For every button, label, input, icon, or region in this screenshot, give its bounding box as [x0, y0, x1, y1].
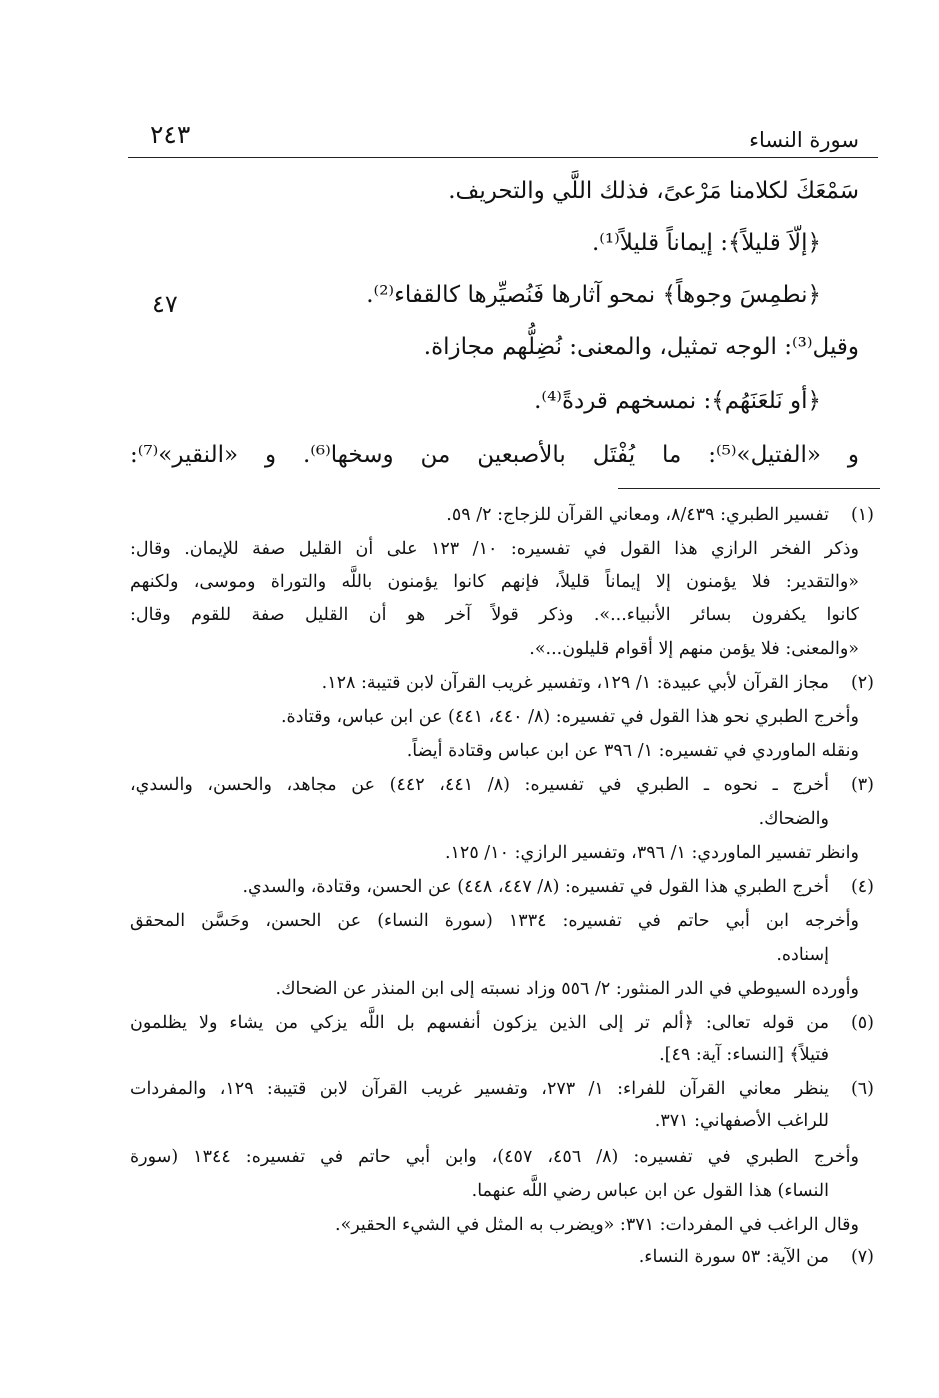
header-rule	[128, 157, 878, 158]
footnote-line: وقال الراغب في المفردات: ٣٧١: «ويضرب به المثل في الشيء الحقير».	[335, 1215, 859, 1235]
footnote-line: من قوله تعالى: ﴿ألم تر إلى الذين يزكون أنفسهم بل اللَّه يزكي من يشاء ولا يظلمون	[130, 1013, 829, 1033]
footnote-line: ينظر معاني القرآن للفراء: ١/ ٢٧٣، وتفسير غريب القرآن لابن قتيبة: ١٢٩، والمفردات	[130, 1079, 829, 1099]
footnote-line: مجاز القرآن لأبي عبيدة: ١/ ١٢٩، وتفسير غريب القرآن لابن قتيبة: ١٢٨.	[321, 673, 829, 693]
footnote-line: «والمعنى: فلا يؤمن منهم إلا أقوام قليلون...».	[529, 639, 859, 659]
footnote-separator	[618, 488, 880, 489]
footnote-line: أخرج الطبري هذا القول في تفسيره: (٨/ ٤٤٧، ٤٤٨) عن الحسن، وقتادة، والسدي.	[242, 877, 829, 897]
footnote-line: وذكر الفخر الرازي هذا القول في تفسيره: ١٠/ ١٢٣ على أن القليل صفة للإيمان. وقال:	[130, 539, 859, 559]
main-line: وقيل⁽³⁾: الوجه تمثيل، والمعنى: نُضِلُّهم مجازاة.	[423, 334, 859, 360]
footnote-number: (٣)	[850, 775, 874, 795]
footnote-line: من الآية: ٥٣ سورة النساء.	[638, 1247, 829, 1267]
main-line: ﴿أو نَلعَنَهُم﴾: نمسخهم قردةً⁽⁴⁾.	[534, 388, 821, 414]
main-line: سَمْعَكَ لكلامنا مَرْعىً، فذلك اللَّي والتحريف.	[448, 178, 859, 204]
footnote-line: للراغب الأصفهاني: ٣٧١.	[654, 1111, 829, 1131]
footnote-line: إسناده.	[776, 945, 829, 965]
footnote-number: (٤)	[850, 877, 874, 897]
main-line: ﴿إلّاَ قليلاً﴾: إيماناً قليلاً⁽¹⁾.	[591, 230, 821, 256]
footnote-line: وأخرج الطبري في تفسيره: (٨/ ٤٥٦، ٤٥٧)، وابن أبي حاتم في تفسيره: ١٣٤٤ (سورة	[130, 1147, 859, 1167]
footnote-line: وأورده السيوطي في الدر المنثور: ٢/ ٥٥٦ وزاد نسبته إلى ابن المنذر عن الضحاك.	[275, 979, 859, 999]
footnote-line: فتيلاً﴾ [النساء: آية: ٤٩].	[659, 1045, 829, 1065]
footnote-line: تفسير الطبري: ٨/٤٣٩، ومعاني القرآن للزجاج: ٢/ ٥٩.	[446, 505, 829, 525]
footnote-number: (٢)	[850, 673, 874, 693]
footnote-line: والضحاك.	[758, 809, 829, 829]
footnote-line: «والتقدير: فلا يؤمنون إلا إيماناً قليلاً، فإنهم كانوا يؤمنون باللَّه والتوراة وموسى، ولكنهم	[130, 572, 859, 592]
footnote-number: (٦)	[850, 1079, 874, 1099]
footnote-line: أخرج ـ نحوه ـ الطبري في تفسيره: (٨/ ٤٤١، ٤٤٢) عن مجاهد، والحسن، والسدي،	[130, 775, 830, 795]
footnote-line: وأخرجه ابن أبي حاتم في تفسيره: ١٣٣٤ (سورة النساء) عن الحسن، وحَسَّن المحقق	[130, 911, 859, 931]
footnote-line: وأخرج الطبري نحو هذا القول في تفسيره: (٨/ ٤٤٠، ٤٤١) عن ابن عباس، وقتادة.	[280, 707, 859, 727]
footnote-line: ونقله الماوردي في تفسيره: ١/ ٣٩٦ عن ابن عباس وقتادة أيضاً.	[406, 741, 859, 761]
footnote-number: (١)	[850, 505, 874, 525]
main-line: ﴿نطمِسَ وجوهاً﴾ نمحو آثارها فَنُصيِّرها كالقفاء⁽²⁾.	[366, 282, 821, 308]
surah-title: سورة النساء	[749, 128, 859, 152]
page-number: ٢٤٣	[150, 120, 191, 149]
footnote-number: (٧)	[850, 1247, 874, 1267]
main-line: و «الفتيل»⁽⁵⁾: ما يُفْتَل بالأصبعين من وسخها⁽⁶⁾. و «النقير»⁽⁷⁾:	[130, 442, 859, 468]
footnote-line: وانظر تفسير الماوردي: ١/ ٣٩٦، وتفسير الرازي: ١٠/ ١٢٥.	[444, 843, 859, 863]
footnote-line: كانوا يكفرون بسائر الأنبياء...». وذكر قولاً آخر هو أن القليل صفة للقوم وقال:	[130, 605, 859, 625]
verse-number: ٤٧	[152, 290, 178, 318]
footnote-number: (٥)	[850, 1013, 874, 1033]
footnote-line: النساء) هذا القول عن ابن عباس رضي اللَّه عنهما.	[471, 1181, 829, 1201]
